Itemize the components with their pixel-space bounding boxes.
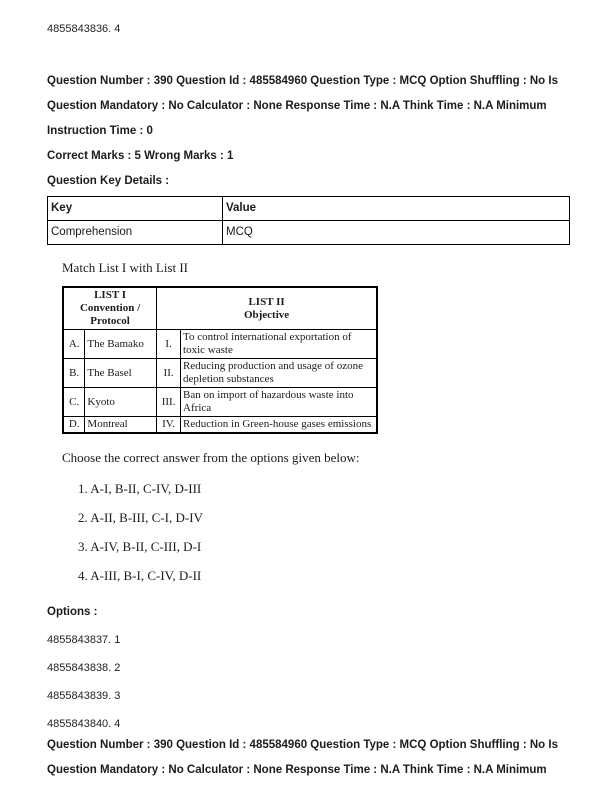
row-c-letter: C. <box>63 388 85 417</box>
row-b-letter: B. <box>63 359 85 388</box>
question-intro-text: Match List I with List II <box>62 260 189 275</box>
row-b-item: The Basel <box>85 359 157 388</box>
question-body <box>62 260 572 582</box>
previous-option-id: 4855843836. 4 <box>47 23 121 35</box>
key-table-cell-value: MCQ <box>223 221 570 245</box>
key-table-header-value: Value <box>223 197 570 221</box>
key-table-header-row <box>48 197 570 221</box>
match-table-header-row <box>63 287 377 330</box>
match-table-row-b <box>63 359 377 388</box>
match-table-row-c <box>63 388 377 417</box>
answer-choice-1: 1. A-I, B-II, C-IV, D-III <box>78 481 202 496</box>
row-c-objective: Ban on import of hazardous waste into Africa <box>181 388 377 417</box>
metadata-line-3: Instruction Time : 0 <box>47 125 153 137</box>
match-table-row-d <box>63 417 377 434</box>
list1-header-sub1: Convention / <box>79 302 141 314</box>
list1-header-title: LIST I <box>94 289 126 301</box>
question-metadata-bottom <box>47 733 558 783</box>
option-id-1: 4855843837. 1 <box>47 634 121 646</box>
list2-header-sub: Objective <box>243 308 290 321</box>
list2-header-title: LIST II <box>248 295 285 308</box>
row-a-objective: To control international exportation of toxic waste <box>181 330 377 359</box>
key-table-header-key: Key <box>48 197 223 221</box>
key-table-cell-key: Comprehension <box>48 221 223 245</box>
row-a-roman: I. <box>157 330 181 359</box>
row-b-objective: Reducing production and usage of ozone depletion substances <box>181 359 377 388</box>
list1-header-sub2: Protocol <box>90 315 130 327</box>
row-c-item: Kyoto <box>85 388 157 417</box>
match-table-row-a <box>63 330 377 359</box>
list1-header-cell <box>63 287 157 330</box>
row-c-roman: III. <box>157 388 181 417</box>
row-d-objective: Reduction in Green-house gases emissions <box>181 417 377 434</box>
options-section <box>47 606 572 730</box>
option-id-3: 4855843839. 3 <box>47 690 121 702</box>
list2-header-cell <box>157 287 377 330</box>
row-a-letter: A. <box>63 330 85 359</box>
row-d-roman: IV. <box>157 417 181 434</box>
row-b-roman: II. <box>157 359 181 388</box>
question-metadata-top <box>47 69 572 194</box>
option-id-2: 4855843838. 2 <box>47 662 121 674</box>
answer-choice-3: 3. A-IV, B-II, C-III, D-I <box>78 539 202 554</box>
metadata-bottom-line-1: Question Number : 390 Question Id : 485584960 Question Type : MCQ Option Shuffling : No Is <box>47 739 558 751</box>
question-key-details-label: Question Key Details : <box>47 175 170 187</box>
row-d-letter: D. <box>63 417 85 434</box>
marks-line: Correct Marks : 5 Wrong Marks : 1 <box>47 150 234 162</box>
metadata-line-1: Question Number : 390 Question Id : 485584960 Question Type : MCQ Option Shuffling : No Is <box>47 75 558 87</box>
row-a-item: The Bamako <box>85 330 157 359</box>
metadata-bottom-line-2: Question Mandatory : No Calculator : None Response Time : N.A Think Time : N.A Minimum <box>47 764 547 776</box>
match-list-table <box>62 286 378 434</box>
answer-choice-4: 4. A-III, B-I, C-IV, D-II <box>78 568 202 583</box>
options-label: Options : <box>47 606 98 618</box>
question-key-table <box>47 196 570 245</box>
option-id-4: 4855843840. 4 <box>47 718 121 730</box>
answer-choice-2: 2. A-II, B-III, C-I, D-IV <box>78 510 203 525</box>
choose-answer-label: Choose the correct answer from the options given below: <box>62 450 360 465</box>
row-d-item: Montreal <box>85 417 157 434</box>
metadata-line-2: Question Mandatory : No Calculator : None Response Time : N.A Think Time : N.A Minimum <box>47 100 547 112</box>
answer-choice-list <box>78 482 572 582</box>
key-table-row <box>48 221 570 245</box>
